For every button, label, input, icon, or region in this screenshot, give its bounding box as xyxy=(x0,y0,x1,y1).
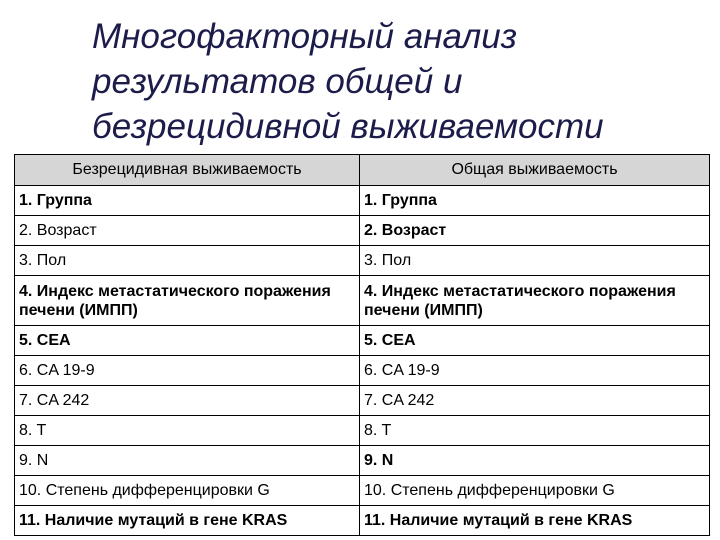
overall-factor-cell: 6. CA 19-9 xyxy=(360,356,710,386)
recurrence-free-factor-cell: 7. CA 242 xyxy=(15,386,360,416)
recurrence-free-factor-cell: 11. Наличие мутаций в гене KRAS xyxy=(15,506,360,536)
header-overall-survival: Общая выживаемость xyxy=(360,155,710,186)
table-row xyxy=(15,216,710,246)
overall-factor-cell: 5. CEA xyxy=(360,326,710,356)
overall-factor-cell: 7. CA 242 xyxy=(360,386,710,416)
survival-factors-table xyxy=(14,154,710,536)
header-recurrence-free-survival: Безрецидивная выживаемость xyxy=(15,155,360,186)
recurrence-free-factor-cell: 10. Степень дифференцировки G xyxy=(15,476,360,506)
recurrence-free-factor-cell: 6. CA 19-9 xyxy=(15,356,360,386)
recurrence-free-factor-cell: 4. Индекс метастатического поражения печени (ИМПП) xyxy=(15,276,360,326)
recurrence-free-factor-cell: 5. CEA xyxy=(15,326,360,356)
overall-factor-cell: 9. N xyxy=(360,446,710,476)
overall-factor-cell: 8. T xyxy=(360,416,710,446)
table-row xyxy=(15,326,710,356)
recurrence-free-factor-cell: 2. Возраст xyxy=(15,216,360,246)
table-row xyxy=(15,416,710,446)
recurrence-free-factor-cell: 3. Пол xyxy=(15,246,360,276)
table-row xyxy=(15,276,710,326)
recurrence-free-factor-cell: 8. T xyxy=(15,416,360,446)
overall-factor-cell: 11. Наличие мутаций в гене KRAS xyxy=(360,506,710,536)
recurrence-free-factor-cell: 9. N xyxy=(15,446,360,476)
overall-factor-cell: 1. Группа xyxy=(360,186,710,216)
overall-factor-cell: 4. Индекс метастатического поражения печени (ИМПП) xyxy=(360,276,710,326)
table-row xyxy=(15,386,710,416)
table-row xyxy=(15,506,710,536)
recurrence-free-factor-cell: 1. Группа xyxy=(15,186,360,216)
table-header-row xyxy=(15,155,710,186)
table-row xyxy=(15,246,710,276)
overall-factor-cell: 2. Возраст xyxy=(360,216,710,246)
table-row xyxy=(15,186,710,216)
table-row xyxy=(15,476,710,506)
overall-factor-cell: 3. Пол xyxy=(360,246,710,276)
table-row xyxy=(15,356,710,386)
table-row xyxy=(15,446,710,476)
overall-factor-cell: 10. Степень дифференцировки G xyxy=(360,476,710,506)
slide-title: Многофакторный анализ результатов общей и безрецидивной выживаемости xyxy=(92,17,604,146)
